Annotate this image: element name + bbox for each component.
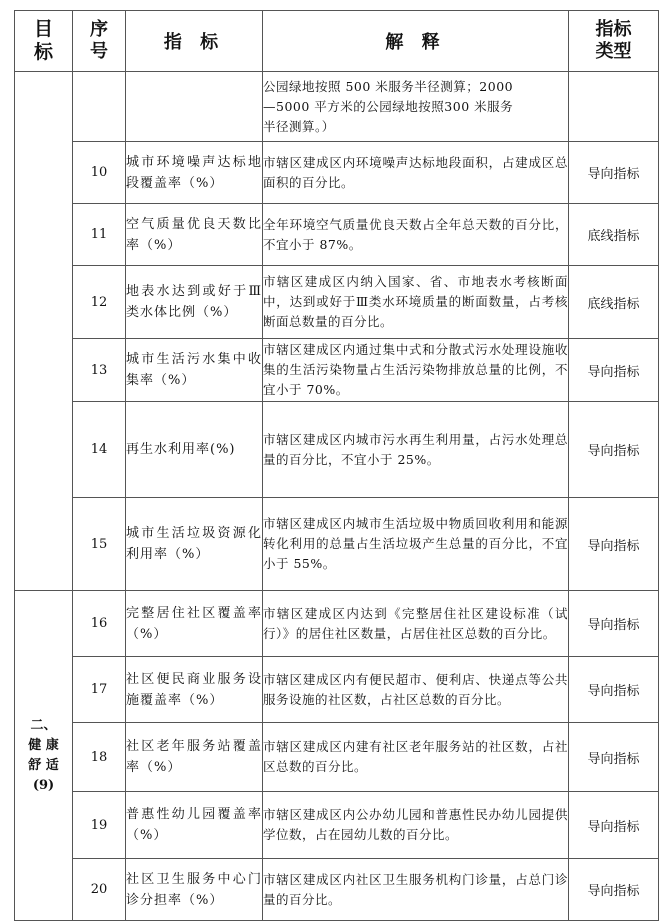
row-indicator: 普惠性幼儿园覆盖率（%）	[126, 792, 263, 859]
header-number: 序 号	[73, 11, 126, 72]
table-row	[15, 266, 659, 339]
row-number: 19	[73, 792, 126, 859]
row-type: 导向指标	[569, 339, 659, 402]
row-indicator: 再生水利用率(%)	[126, 402, 263, 498]
row-number: 16	[73, 591, 126, 657]
row-explanation: 市辖区建成区内建有社区老年服务站的社区数，占社区总数的百分比。	[263, 723, 569, 792]
row-explanation: 市辖区建成区内社区卫生服务机构门诊量，占总门诊量的百分比。	[263, 859, 569, 921]
row-type: 底线指标	[569, 266, 659, 339]
row-type: 导向指标	[569, 723, 659, 792]
row-number: 17	[73, 657, 126, 723]
row-type: 导向指标	[569, 591, 659, 657]
row-explanation: 市辖区建成区内公办幼儿园和普惠性民办幼儿园提供学位数，占在园幼儿数的百分比。	[263, 792, 569, 859]
table-row	[15, 339, 659, 402]
row-type: 导向指标	[569, 142, 659, 204]
row-indicator: 社区老年服务站覆盖率（%）	[126, 723, 263, 792]
row-indicator: 完整居住社区覆盖率（%）	[126, 591, 263, 657]
row-number: 14	[73, 402, 126, 498]
row-type: 导向指标	[569, 498, 659, 591]
row-indicator: 地表水达到或好于Ⅲ类水体比例（%）	[126, 266, 263, 339]
table-row	[15, 591, 659, 657]
row-indicator: 城市生活垃圾资源化利用率（%）	[126, 498, 263, 591]
row-explanation: 市辖区建成区内城市生活垃圾中物质回收利用和能源转化利用的总量占生活垃圾产生总量的百分比，不宜小于 55%。	[263, 498, 569, 591]
row-indicator: 城市环境噪声达标地段覆盖率（%）	[126, 142, 263, 204]
table-row	[15, 657, 659, 723]
row-explanation: 市辖区建成区内达到《完整居住社区建设标准（试行）》的居住社区数量，占居住社区总数的百分比。	[263, 591, 569, 657]
goal-cell-previous	[15, 72, 73, 591]
row-number: 13	[73, 339, 126, 402]
continuation-text: 公园绿地按照 500 米服务半径测算；2000 —5000 平方米的公园绿地按照300 米服务 半径测算。）	[263, 72, 569, 142]
row-type: 底线指标	[569, 204, 659, 266]
row-explanation: 市辖区建成区内环境噪声达标地段面积，占建成区总面积的百分比。	[263, 142, 569, 204]
indicator-table	[14, 10, 659, 921]
table-row	[15, 792, 659, 859]
table-row	[15, 204, 659, 266]
row-indicator: 城市生活污水集中收集率（%）	[126, 339, 263, 402]
row-explanation: 市辖区建成区内纳入国家、省、市地表水考核断面中，达到或好于Ⅲ类水环境质量的断面数量，占考核断面总数量的百分比。	[263, 266, 569, 339]
header-explanation: 解 释	[263, 11, 569, 72]
row-type: 导向指标	[569, 657, 659, 723]
row-number: 15	[73, 498, 126, 591]
row-indicator: 社区卫生服务中心门诊分担率（%）	[126, 859, 263, 921]
row-explanation: 市辖区建成区内通过集中式和分散式污水处理设施收集的生活污染物量占生活污染物排放总量的比例，不宜小于 70%。	[263, 339, 569, 402]
continuation-row	[15, 72, 659, 142]
table-row	[15, 859, 659, 921]
table-row	[15, 723, 659, 792]
row-type: 导向指标	[569, 402, 659, 498]
header-type: 指标 类型	[569, 11, 659, 72]
row-number: 11	[73, 204, 126, 266]
header-indicator: 指 标	[126, 11, 263, 72]
row-indicator: 空气质量优良天数比率（%）	[126, 204, 263, 266]
row-explanation: 全年环境空气质量优良天数占全年总天数的百分比，不宜小于 87%。	[263, 204, 569, 266]
goal-cell-healthy-comfortable: 二、 健 康 舒 适 (9)	[15, 591, 73, 921]
row-type: 导向指标	[569, 792, 659, 859]
row-explanation: 市辖区建成区内有便民超市、便利店、快递点等公共服务设施的社区数，占社区总数的百分比。	[263, 657, 569, 723]
row-number: 10	[73, 142, 126, 204]
row-number: 18	[73, 723, 126, 792]
table-row	[15, 402, 659, 498]
table-row	[15, 498, 659, 591]
row-indicator: 社区便民商业服务设施覆盖率（%）	[126, 657, 263, 723]
header-goal: 目 标	[15, 11, 73, 72]
row-type: 导向指标	[569, 859, 659, 921]
row-explanation: 市辖区建成区内城市污水再生利用量，占污水处理总量的百分比，不宜小于 25%。	[263, 402, 569, 498]
table-row	[15, 142, 659, 204]
table-header	[15, 11, 659, 72]
row-number: 12	[73, 266, 126, 339]
row-number: 20	[73, 859, 126, 921]
